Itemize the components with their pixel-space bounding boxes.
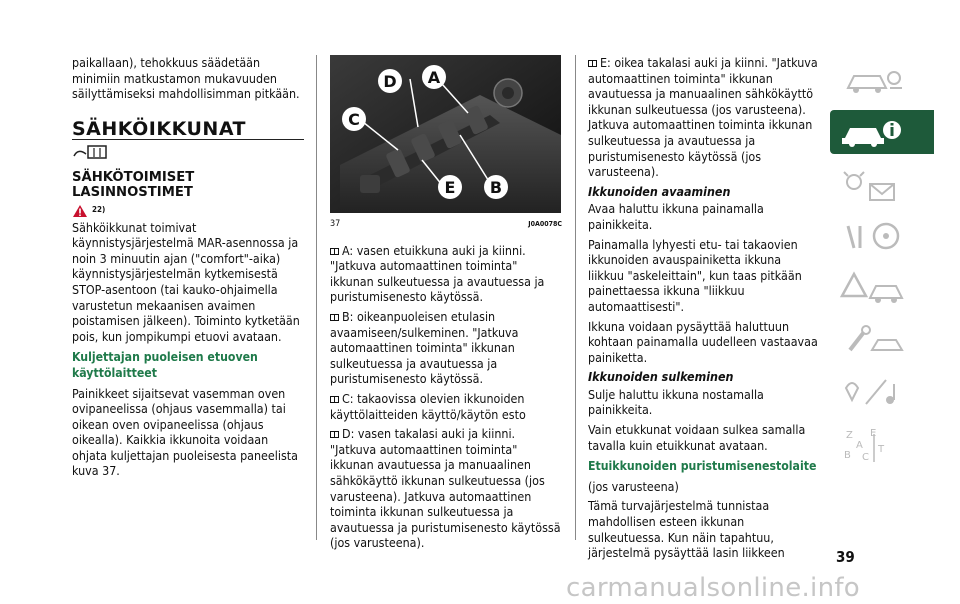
index-letters-icon (830, 422, 934, 466)
tools-steering-icon (830, 214, 934, 258)
car-dashboard-icon (830, 58, 934, 102)
column-divider (575, 55, 576, 540)
list-item: C: takaovissa olevien ikkunoiden käyttölaitteiden käyttö/käytön esto (330, 390, 526, 422)
list-item: D: vasen takalasi auki ja kiinni. "Jatkuva automaattinen toiminta" ikkunan avautuessa ja manuaalinen sähkökäyttö ikkunan sulkeutuessa (jos varusteena). Jatkuva automaattinen toiminta ikkunan sulkeutuessa ja avautuessa ja puristumisenesto käytössä (jos varusteena). (330, 426, 561, 551)
tool-car-icon (830, 318, 934, 362)
warning-triangle-icon (72, 204, 88, 218)
switch-bullet-icon (330, 247, 339, 256)
opening-heading: Ikkunoiden avaaminen (588, 183, 731, 199)
paragraph: Tämä turvajärjestelmä tunnistaa mahdollisen esteen ikkunan sulkeutuessa. Kun näin tapahtuu, järjestelmä pysäyttää lasin liikkeen (588, 498, 785, 561)
chapter-tab-multimedia[interactable] (830, 370, 934, 414)
switch-bullet-icon (330, 313, 339, 322)
svg-text:E: E (870, 428, 877, 439)
footer-watermark: carmanualsonline.info (566, 573, 861, 603)
section-heading: SÄHKÖIKKUNAT (72, 122, 304, 141)
paragraph: (jos varusteena) (588, 478, 679, 494)
figure-caption (330, 217, 562, 233)
column-2 (330, 55, 562, 555)
chapter-tab-vehicle-info[interactable] (830, 110, 934, 154)
chapter-tab-safety[interactable] (830, 214, 934, 258)
photo-label-e: E (444, 178, 456, 197)
paragraph: Sähköikkunat toimivat käynnistysjärjestelmä MAR-asennossa ja noin 3 minuutin ajan ("comfort"-aika) käynnistysjärjestelmän kytkemisestä STOP-asentoon (tai kauko-ohjaimella varustetun mekaanisen avaimen poistamisen jälkeen). Toiminto kytketään pois, kun jompikumpi etuovi avataan. (72, 219, 300, 344)
warning-car-icon (830, 266, 934, 310)
paragraph: Sulje haluttu ikkuna nostamalla painikkeita. (588, 386, 764, 418)
chapter-tab-lights[interactable] (830, 162, 934, 206)
paragraph: Painamalla lyhyesti etu- tai takaovien ikkunoiden avauspainiketta ikkuna liikkuu "askeleittain", kun taas pitkään painettaessa ikkuna "liikkuu automaattisesti". (588, 236, 802, 314)
svg-text:A: A (856, 440, 863, 451)
figure-code: J0A0078C (528, 220, 562, 228)
svg-text:Z: Z (846, 430, 853, 441)
photo-label-c: C (348, 110, 360, 129)
figure-number: 37 (330, 219, 341, 229)
closing-heading: Ikkunoiden sulkeminen (588, 369, 734, 385)
switch-bullet-icon (588, 59, 597, 68)
list-item: B: oikeanpuoleisen etulasin avaamiseen/sulkeminen. "Jatkuva automaattinen toiminta" ikkunan sulkeutuessa ja avautuessa ja puristumisenesto käytössä. (330, 308, 519, 387)
paragraph: Ikkuna voidaan pysäyttää haluttuun kohtaan painamalla uudelleen vastaavaa painiketta. (588, 318, 818, 365)
column-3 (588, 55, 820, 565)
svg-text:T: T (878, 444, 885, 455)
switch-bullet-icon (330, 395, 339, 404)
photo-label-b: B (489, 178, 503, 197)
sub-heading: SÄHKÖTOIMISET LASINNOSTIMET (72, 169, 195, 200)
car-info-icon (830, 110, 934, 154)
svg-text:C: C (862, 452, 869, 463)
chapter-tab-dashboard[interactable] (830, 58, 934, 102)
anti-pinch-heading: Etuikkunoiden puristumisenestolaite (588, 459, 817, 474)
switch-bullet-icon (330, 430, 339, 439)
list-item: A: vasen etuikkuna auki ja kiinni. "Jatkuva automaattinen toiminta" ikkunan sulkeutuessa ja avautuessa ja puristumisenesto käytössä. (330, 242, 545, 305)
light-envelope-icon (830, 162, 934, 206)
power-window-icon (72, 144, 304, 164)
svg-text:B: B (844, 450, 851, 461)
navigation-music-icon (830, 370, 934, 414)
warning-reference (72, 202, 304, 218)
intro-paragraph: paikallaan), tehokkuus säädetään minimiin matkustamon mukavuuden säilyttämiseksi mahdollisimman pitkään. (72, 55, 300, 102)
paragraph: Painikkeet sijaitsevat vasemman oven ovipaneelissa (ohjaus vasemmalla) tai oikean oven ovipaneelissa (ohjaus oikealla). Kaikkia ikkunoita voidaan ohjata kuljettajan puoleisesta paneelista kuva 37. (72, 385, 298, 479)
chapter-sidebar (830, 58, 934, 474)
driver-door-heading: Kuljettajan puoleisen etuoven käyttölaitteet (72, 350, 258, 380)
list-item: E: oikea takalasi auki ja kiinni. "Jatkuva automaattinen toiminta" ikkunan avautuessa ja manuaalinen sähkökäyttö ikkunan sulkeutuessa (jos varusteena). Jatkuva automaattinen toiminta ikkunan sulkeutuessa ja avautuessa ja puristumisenesto käytössä (jos varusteena). (588, 55, 818, 180)
photo-label-d: D (383, 72, 397, 91)
photo-label-a: A (427, 68, 441, 87)
chapter-tab-maintenance[interactable] (830, 318, 934, 362)
paragraph: Vain etukkunat voidaan sulkea samalla tavalla kuin etuikkunat avataan. (588, 422, 806, 453)
column-divider (316, 55, 317, 540)
door-switch-photo (330, 55, 561, 213)
chapter-tab-index[interactable] (830, 422, 934, 466)
page-number: 39 (836, 548, 855, 566)
paragraph: Avaa haluttu ikkuna painamalla painikkeita. (588, 201, 764, 232)
warning-number: 22) (92, 204, 106, 214)
chapter-tab-emergency[interactable] (830, 266, 934, 310)
column-1 (72, 55, 304, 483)
